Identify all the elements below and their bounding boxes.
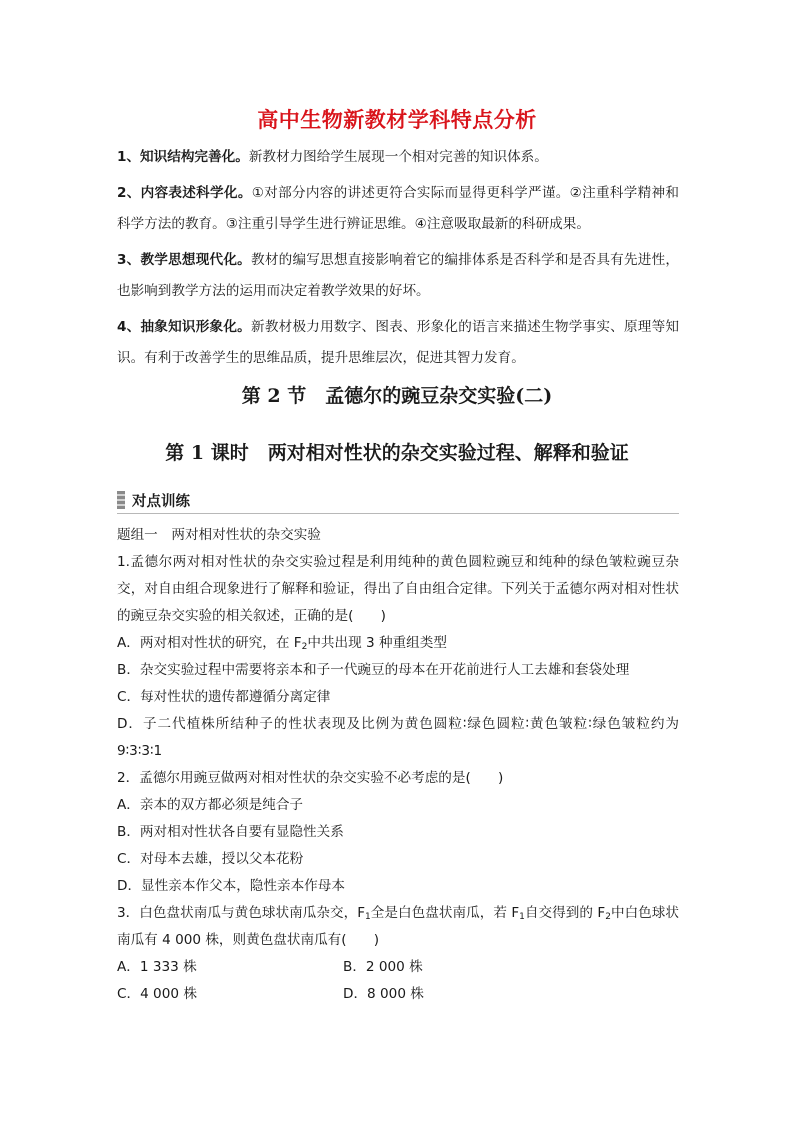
- question-1-option-b: B．杂交实验过程中需要将亲本和子一代豌豆的母本在开花前进行人工去雄和套袋处理: [117, 662, 630, 678]
- intro-item-lead: 1、知识结构完善化。: [117, 149, 249, 165]
- question-3-option-c: C．4 000 株: [117, 986, 197, 1002]
- question-1-option-d: D．子二代植株所结种子的性状表现及比例为黄色圆粒∶绿色圆粒∶黄色皱粒∶绿色皱粒约为 9∶3∶3∶1: [117, 716, 679, 759]
- question-2-option-c: C．对母本去雄，授以父本花粉: [117, 851, 304, 867]
- stem-text: 全是白色盘状南瓜，若 F: [370, 905, 520, 921]
- question-3-stem: [117, 900, 679, 954]
- intro-item-text: 教材的编写思想直接影响着它的编排体系是否科学和是否具有先进性，也影响到教学方法的运用而决定着教学效果的好坏。: [117, 252, 679, 299]
- question-1-stem: 1.孟德尔两对相对性状的杂交实验过程是利用纯种的黄色圆粒豌豆和纯种的绿色皱粒豌豆杂交，对自由组合现象进行了解释和验证，得出了自由组合定律。下列关于孟德尔两对相对性状的豌豆杂交实验的相关叙述，正确的是( ): [117, 554, 679, 624]
- subscript: 2: [301, 642, 308, 652]
- divider: [117, 513, 679, 514]
- subscript: 2: [605, 912, 611, 922]
- group-title: 题组一 两对相对性状的杂交实验: [117, 527, 321, 543]
- intro-item-lead: 2、内容表述科学化。: [117, 185, 252, 201]
- question-3-option-b: B．2 000 株: [343, 959, 423, 975]
- intro-item: [117, 142, 679, 173]
- intro-list: [117, 142, 679, 379]
- intro-item-text: ①对部分内容的讲述更符合实际而显得更科学严谨。②注重科学精神和科学方法的教育。③注重引导学生进行辨证思维。④注意吸取最新的科研成果。: [117, 185, 679, 232]
- intro-item-text: 新教材极力用数字、图表、形象化的语言来描述生物学事实、原理等知识。有利于改善学生的思维品质，提升思维层次，促进其智力发育。: [117, 319, 679, 366]
- stem-text: 自交得到的 F: [524, 905, 606, 921]
- option-text: 中共出现 3 种重组类型: [307, 635, 447, 651]
- question-1-option-a: [117, 630, 679, 657]
- stem-text: 3．白色盘状南瓜与黄色球状南瓜杂交，F: [117, 905, 366, 921]
- section-title: 第 2 节 孟德尔的豌豆杂交实验(二): [241, 385, 553, 407]
- question-3-options-row: [117, 981, 679, 1008]
- intro-item: [117, 312, 679, 374]
- question-2-stem: 2．孟德尔用豌豆做两对相对性状的杂交实验不必考虑的是( ): [117, 770, 504, 786]
- question-list: [117, 522, 679, 1008]
- intro-item: [117, 178, 679, 240]
- question-3-options-row: [117, 954, 679, 981]
- main-title: 高中生物新教材学科特点分析: [257, 108, 537, 132]
- option-text: A．两对相对性状的研究，在 F: [117, 635, 302, 651]
- training-label: 对点训练: [132, 493, 190, 510]
- question-3-option-a: A．1 333 株: [117, 959, 197, 975]
- subscript: 1: [365, 912, 371, 922]
- stem-text: 中白色球状南瓜有 4 000 株，则黄色盘状南瓜有( ): [117, 905, 680, 948]
- question-3-option-d: D．8 000 株: [343, 986, 424, 1002]
- question-2-option-a: A．亲本的双方都必须是纯合子: [117, 797, 304, 813]
- intro-item-text: 新教材力图给学生展现一个相对完善的知识体系。: [248, 149, 548, 165]
- question-1-option-c: C．每对性状的遗传都遵循分离定律: [117, 689, 331, 705]
- intro-item-lead: 4、抽象知识形象化。: [117, 319, 251, 335]
- training-header: [117, 489, 190, 511]
- bars-icon: [117, 491, 125, 509]
- intro-item-lead: 3、教学思想现代化。: [117, 252, 251, 268]
- question-2-option-d: D．显性亲本作父本，隐性亲本作母本: [117, 878, 345, 894]
- question-2-option-b: B．两对相对性状各自要有显隐性关系: [117, 824, 344, 840]
- subscript: 1: [519, 912, 525, 922]
- lesson-title: 第 1 课时 两对相对性状的杂交实验过程、解释和验证: [165, 442, 629, 464]
- intro-item: [117, 245, 679, 307]
